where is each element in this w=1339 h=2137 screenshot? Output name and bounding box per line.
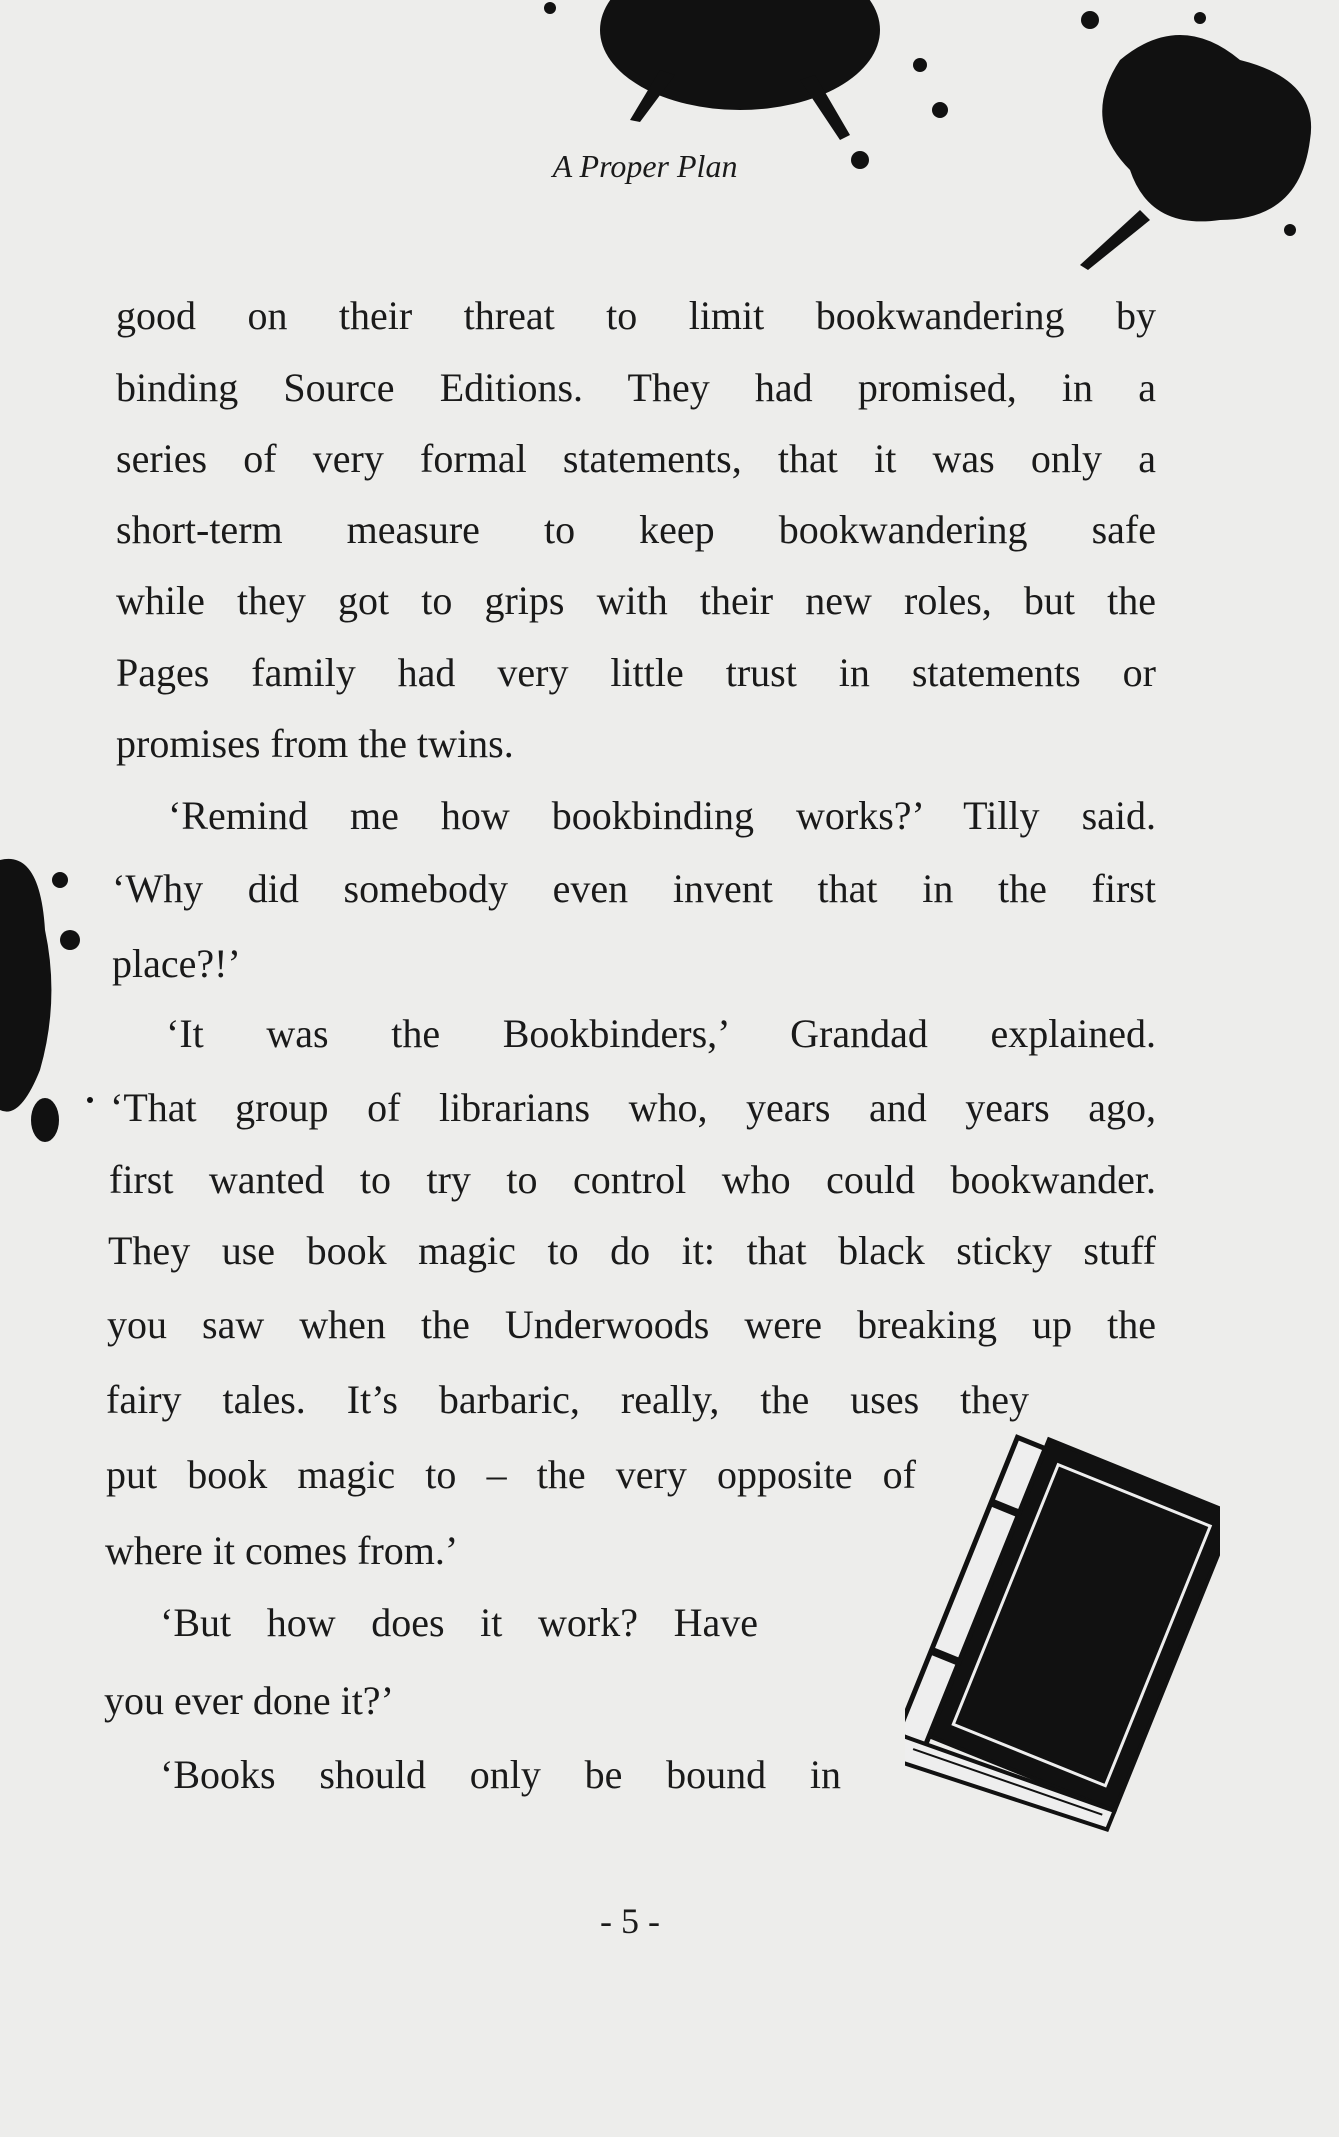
text-line: you saw when the Underwoods were breaking up the [107, 1302, 1156, 1347]
running-header: A Proper Plan [552, 148, 738, 184]
text-line: first wanted to try to control who could bookwander. [109, 1157, 1156, 1202]
text-line: series of very formal statements, that it was only a [116, 436, 1156, 481]
page-number: - 5 - [600, 1901, 660, 1941]
book-illustration [905, 1430, 1220, 1850]
text-line: ‘But how does it work? Have [160, 1600, 758, 1645]
text-line: where it comes from.’ [105, 1528, 459, 1573]
ink-splatter-top-right [1060, 0, 1339, 280]
text-line: ‘Why did somebody even invent that in the first [112, 866, 1156, 911]
text-line: binding Source Editions. They had promised, in a [116, 365, 1156, 410]
text-line: put book magic to – the very opposite of [106, 1452, 916, 1497]
text-line: Pages family had very little trust in statements or [116, 650, 1156, 695]
text-line: while they got to grips with their new roles, but the [116, 578, 1156, 623]
text-line: ‘Books should only be bound in [160, 1752, 841, 1797]
text-line: ‘It was the Bookbinders,’ Grandad explained. [166, 1011, 1156, 1056]
text-line: promises from the twins. [116, 721, 514, 766]
text-line: short-term measure to keep bookwandering safe [116, 507, 1156, 552]
ink-splatter-left [0, 820, 110, 1150]
text-line: good on their threat to limit bookwandering by [116, 293, 1156, 338]
text-line: ‘That group of librarians who, years and years ago, [110, 1085, 1156, 1130]
text-line: place?!’ [112, 941, 241, 986]
text-line: They use book magic to do it: that black sticky stuff [108, 1228, 1156, 1273]
text-line: ‘Remind me how bookbinding works?’ Tilly said. [168, 793, 1156, 838]
text-line: fairy tales. It’s barbaric, really, the uses they [106, 1377, 1029, 1422]
text-line: you ever done it?’ [104, 1678, 394, 1723]
